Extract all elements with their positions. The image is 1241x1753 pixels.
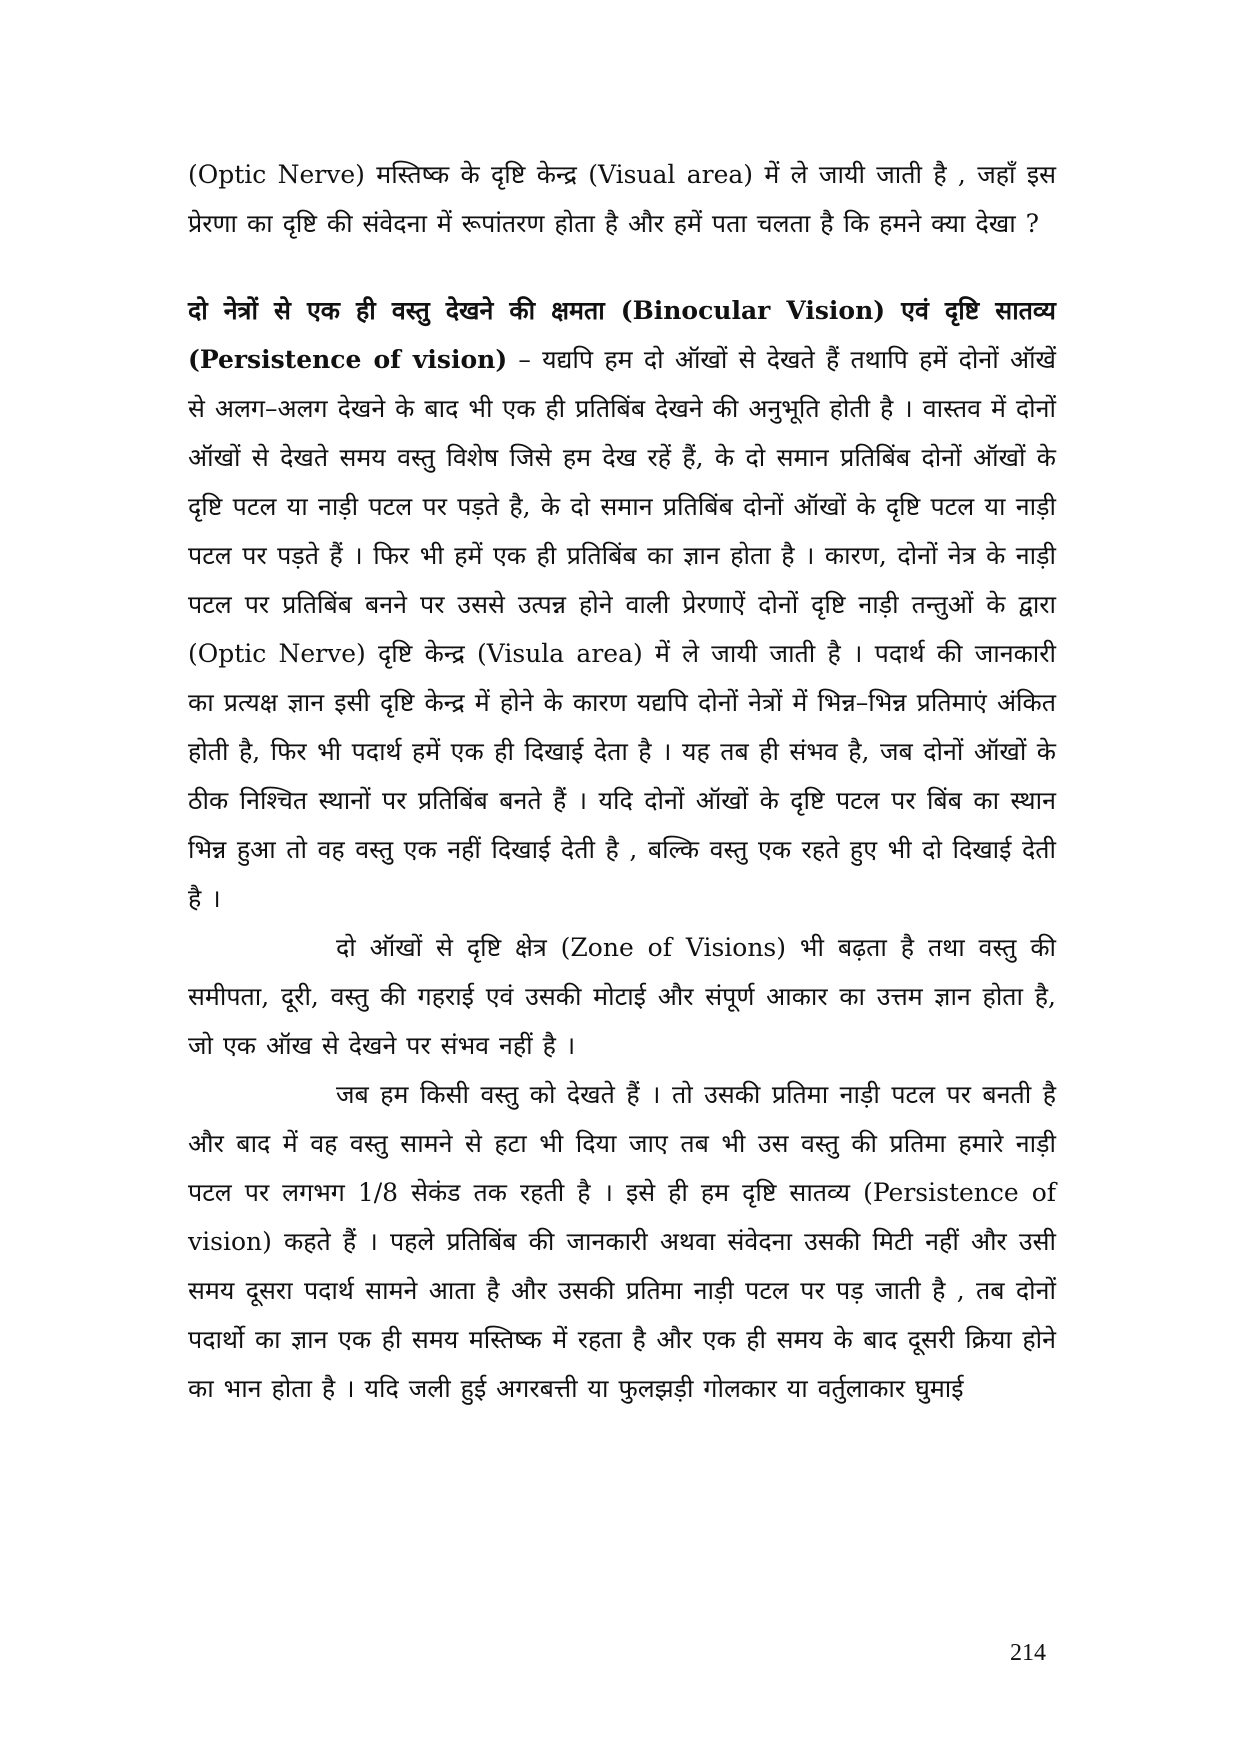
paragraph-zone-of-vision: दो ऑखों से दृष्टि क्षेत्र (Zone of Visions) भी बढ़ता है तथा वस्तु की समीपता, दूरी, वस्तु की गहराई एवं उसकी मोटाई और संपूर्ण आकार का उत्तम ज्ञान होता है, जो एक ऑख से देखने पर संभव नहीं है ।	[188, 933, 1056, 1060]
section-heading: दो नेत्रों से एक ही वस्तु देखने की क्षमता (Binocular Vision) एवं दृष्टि सातव्य (Persistence of vision)	[188, 296, 1056, 374]
page-number: 214	[1010, 1640, 1046, 1666]
paragraph-persistence: जब हम किसी वस्तु को देखते हैं । तो उसकी प्रतिमा नाड़ी पटल पर बनती है और बाद में वह वस्तु सामने से हटा भी दिया जाए तब भी उस वस्तु की प्रतिमा हमारे नाड़ी पटल पर लगभग 1/8 सेकंड तक रहती है । इसे ही हम दृष्टि सातव्य (Persistence of vision) कहते हैं । पहले प्रतिबिंब की जानकारी अथवा संवेदना उसकी मिटी नहीं और उसी समय दूसरा पदार्थ सामने आता है और उसकी प्रतिमा नाड़ी पटल पर पड़ जाती है , तब दोनों पदार्थो का ज्ञान एक ही समय मस्तिष्क में रहता है और एक ही समय के बाद दूसरी क्रिया होने का भान होता है । यदि जली हुई अगरबत्ती या फुलझड़ी गोलकार या वर्तुलाकार घुमाई	[188, 1080, 1056, 1403]
paragraph-gap	[188, 248, 1056, 286]
page-body	[188, 150, 1056, 1413]
paragraph-binocular-vision	[188, 286, 1056, 923]
section-heading-body: – यद्यपि हम दो ऑखों से देखते हैं तथापि हमें दोनों ऑखें से अलग–अलग देखने के बाद भी एक ही प्रतिबिंब देखने की अनुभूति होती है । वास्तव में दोनों ऑखों से देखते समय वस्तु विशेष जिसे हम देख रहें हैं, के दो समान प्रतिबिंब दोनों ऑखों के दृष्टि पटल या नाड़ी पटल पर पड़ते है, के दो समान प्रतिबिंब दोनों ऑखों के दृष्टि पटल या नाड़ी पटल पर पड़ते हैं । फिर भी हमें एक ही प्रतिबिंब का ज्ञान होता है । कारण, दोनों नेत्र के नाड़ी पटल पर प्रतिबिंब बनने पर उससे उत्पन्न होने वाली प्रेरणाऐं दोनों दृष्टि नाड़ी तन्तुओं के द्वारा (Optic Nerve) दृष्टि केन्द्र (Visula area) में ले जायी जाती है । पदार्थ की जानकारी का प्रत्यक्ष ज्ञान इसी दृष्टि केन्द्र में होने के कारण यद्यपि दोनों नेत्रों में भिन्न–भिन्न प्रतिमाएं अंकित होती है, फिर भी पदार्थ हमें एक ही दिखाई देता है । यह तब ही संभव है, जब दोनों ऑखों के ठीक निश्चित स्थानों पर प्रतिबिंब बनते हैं । यदि दोनों ऑखों के दृष्टि पटल पर बिंब का स्थान भिन्न हुआ तो वह वस्तु एक नहीं दिखाई देती है , बल्कि वस्तु एक रहते हुए भी दो दिखाई देती है ।	[188, 345, 1056, 913]
paragraph-optic-nerve: (Optic Nerve) मस्तिष्क के दृष्टि केन्द्र (Visual area) में ले जायी जाती है , जहॉं इस प्रेरणा का दृष्टि की संवेदना में रूपांतरण होता है और हमें पता चलता है कि हमने क्या देखा ?	[188, 160, 1056, 238]
